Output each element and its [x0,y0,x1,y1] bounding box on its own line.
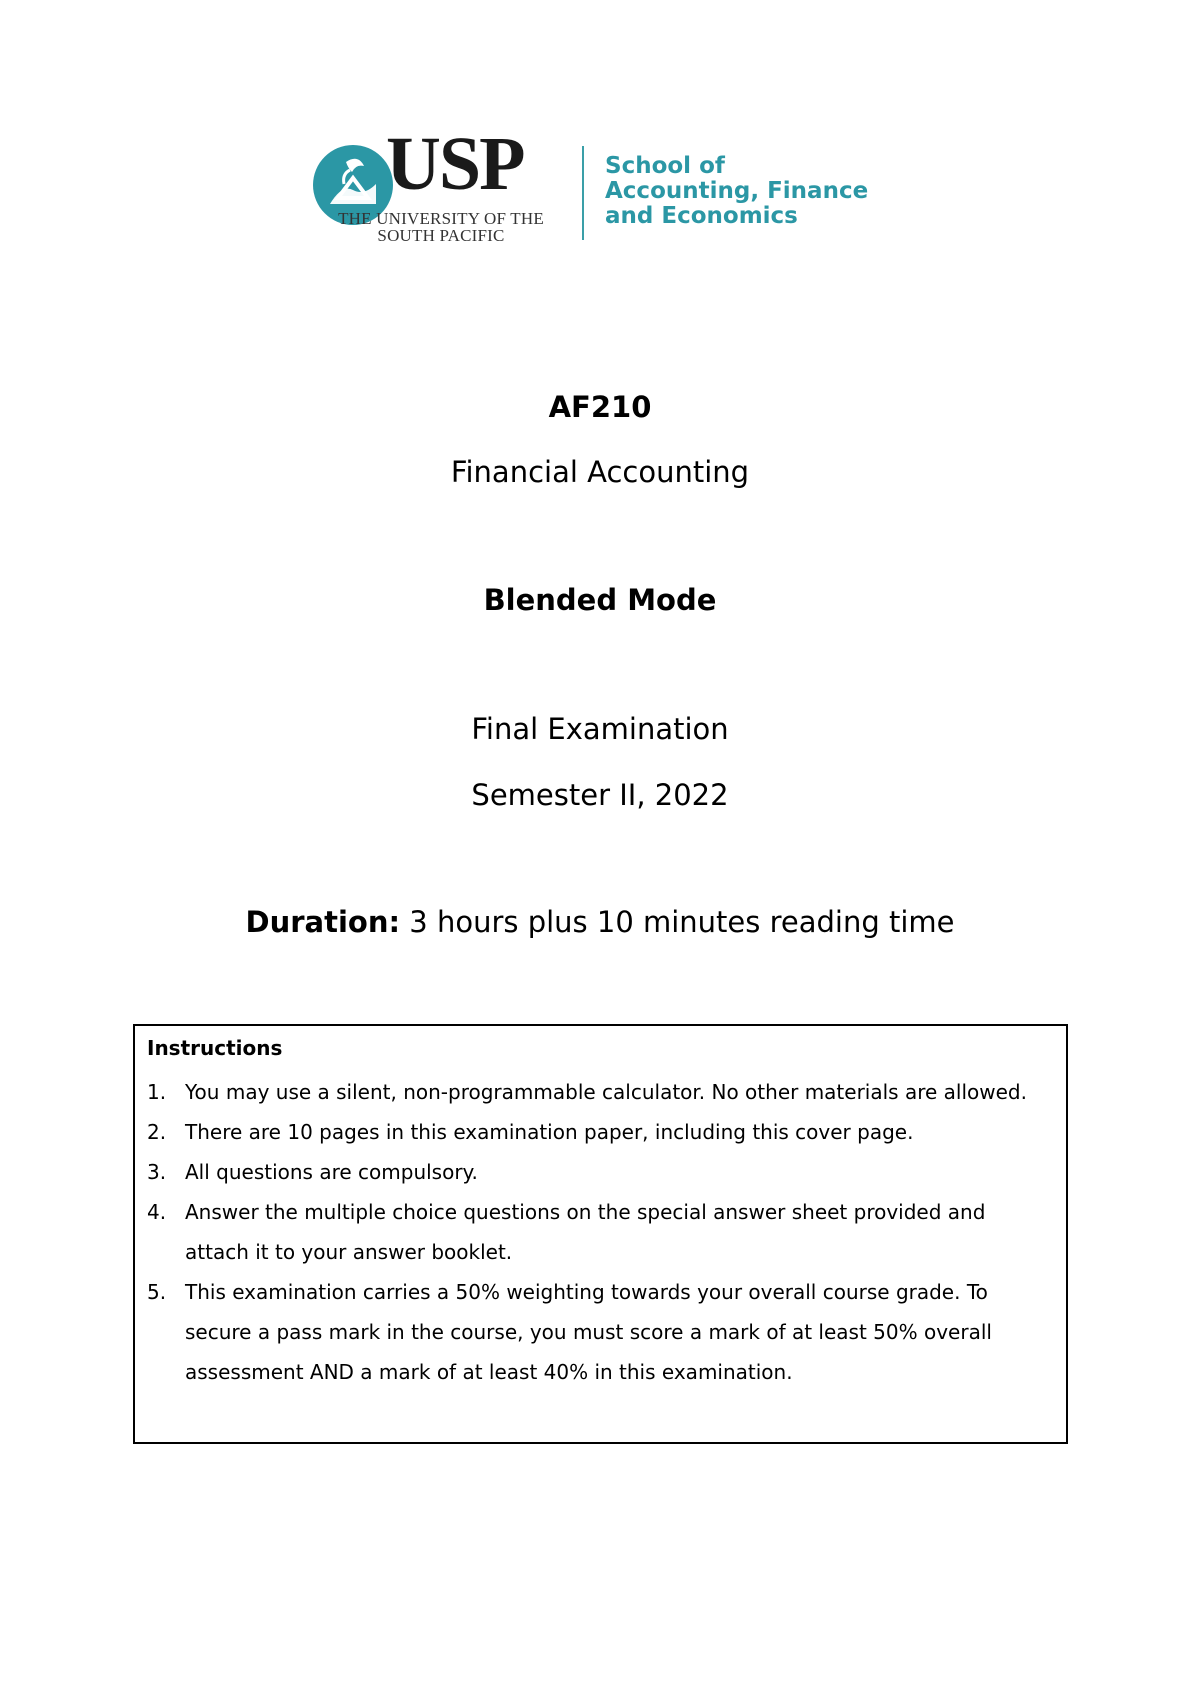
instructions-box [133,1024,1068,1444]
instruction-text: You may use a silent, non-programmable calculator. No other materials are allowed. [185,1080,1027,1104]
university-name-line2: SOUTH PACIFIC [377,226,505,245]
school-name [605,154,868,229]
duration-label: Duration: [245,905,401,939]
instruction-text: Answer the multiple choice questions on the special answer sheet provided and attach it to your answer booklet. [185,1200,986,1264]
instructions-list [147,1072,1052,1392]
instruction-text: This examination carries a 50% weighting towards your overall course grade. To secure a pass mark in the course, you must score a mark of at least 50% overall assessment AND a mark of at least 40% in this examination. [185,1280,992,1384]
school-name-line1: School of [605,153,725,179]
instruction-item [147,1152,1052,1192]
course-name: Financial Accounting [450,455,750,489]
instruction-item [147,1112,1052,1152]
instruction-item [147,1272,1052,1392]
instruction-item [147,1192,1052,1272]
logo-divider [582,146,584,240]
instruction-number: 3. [147,1160,167,1184]
instruction-number: 2. [147,1120,167,1144]
instruction-text: All questions are compulsory. [185,1160,478,1184]
university-name [316,210,566,244]
usp-wordmark: USP [386,122,524,206]
exam-type: Final Examination [471,712,729,746]
instruction-number: 5. [147,1280,167,1304]
instruction-number: 1. [147,1080,167,1104]
duration-value: 3 hours plus 10 minutes reading time [400,905,955,939]
instruction-text: There are 10 pages in this examination paper, including this cover page. [185,1120,914,1144]
instructions-title: Instructions [147,1036,283,1060]
course-code: AF210 [548,390,652,424]
delivery-mode: Blended Mode [483,583,717,617]
instruction-item [147,1072,1052,1112]
exam-duration [0,905,1200,939]
instruction-number: 4. [147,1200,167,1224]
exam-semester: Semester II, 2022 [471,778,729,812]
usp-logo [312,122,912,250]
school-name-line2: Accounting, Finance [605,178,869,204]
university-name-line1: THE UNIVERSITY OF THE [338,209,544,228]
school-name-line3: and Economics [605,203,798,229]
